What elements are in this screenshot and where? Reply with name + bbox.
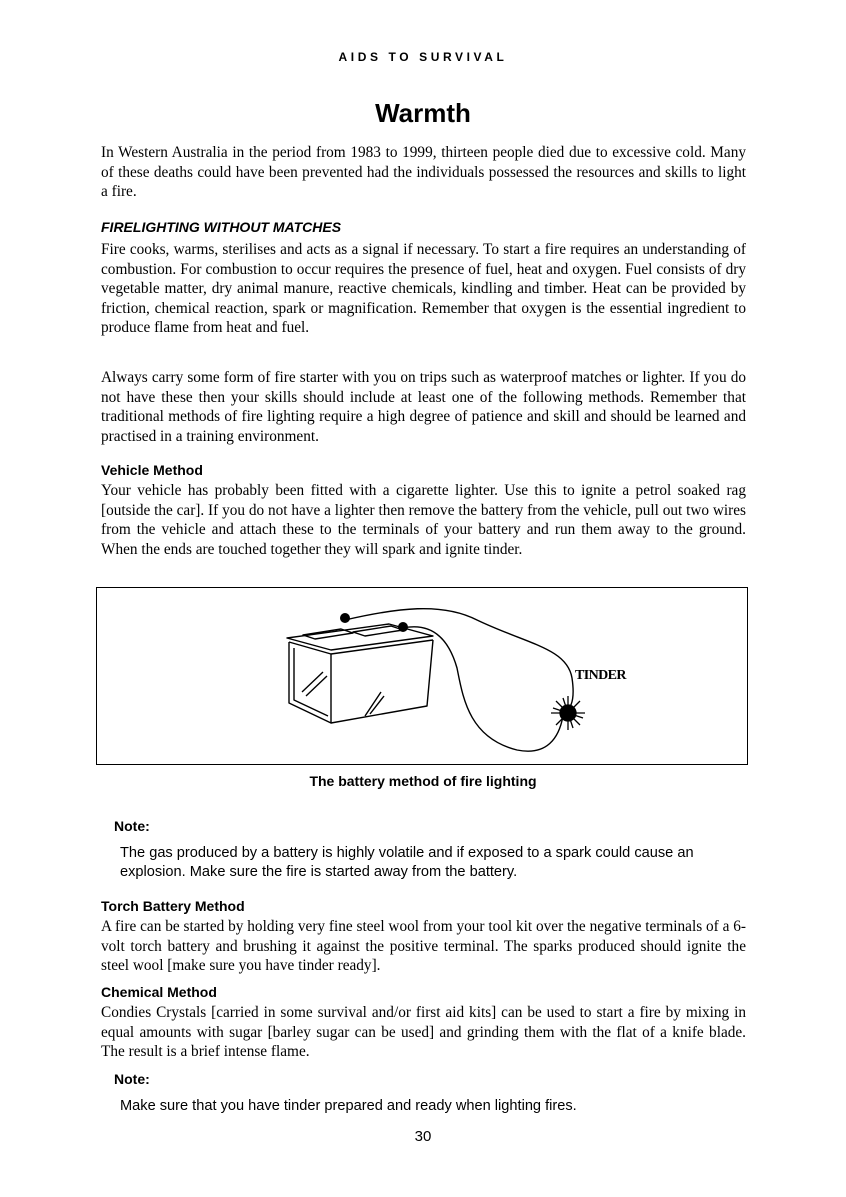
torch-battery-method-paragraph: A fire can be started by holding very fine steel wool from your tool kit over the negative terminals of a 6-volt torch battery and brushing it against the positive terminal. The sparks produced should ignite the steel wool [make sure you have tinder ready].	[101, 918, 746, 975]
torch-battery-method-heading: Torch Battery Method	[101, 898, 245, 914]
tinder-ready-note: Make sure that you have tinder prepared and ready when lighting fires.	[120, 1098, 577, 1114]
battery-gas-note: The gas produced by a battery is highly volatile and if exposed to a spark could cause an explosion. Make sure the fire is started away from the battery.	[120, 845, 694, 880]
note-label: Note:	[114, 1071, 150, 1087]
intro-paragraph: In Western Australia in the period from 1983 to 1999, thirteen people died due to excessive cold. Many of these deaths could have been prevented had the individuals possessed the resources and skills to light a fire.	[101, 144, 746, 201]
spark-icon	[551, 696, 585, 730]
battery-front	[289, 642, 331, 723]
page-number: 30	[414, 1128, 432, 1145]
page-title: Warmth	[375, 98, 471, 128]
vehicle-method-paragraph: Your vehicle has probably been fitted with a cigarette lighter. Use this to ignite a petrol soaked rag [outside the car]. If you do not have a lighter then remove the battery from the vehicle, pull out two wires from the vehicle and attach these to the terminals of your battery and run them away to the ground. When the ends are touched together they will spark and ignite tinder.	[101, 482, 746, 558]
vehicle-method-heading: Vehicle Method	[101, 462, 203, 478]
firelighting-heading: FIRELIGHTING WITHOUT MATCHES	[101, 219, 342, 235]
chemical-method-heading: Chemical Method	[101, 984, 217, 1000]
positive-terminal	[398, 622, 408, 632]
negative-terminal	[340, 613, 350, 623]
battery-figure	[96, 587, 748, 765]
fire-starter-paragraph: Always carry some form of fire starter with you on trips such as waterproof matches or lighter. If you do not have these then your skills should include at least one of the following methods. Remember that traditional methods of fire lighting require a high degree of patience and skill and should be learned and practised in a training environment.	[101, 369, 746, 445]
running-head: AIDS TO SURVIVAL	[338, 50, 508, 64]
tinder-label: TINDER	[575, 668, 626, 683]
chemical-method-paragraph: Condies Crystals [carried in some survival and/or first aid kits] can be used to start a fire by mixing in equal amounts with sugar [barley sugar can be used] and grinding them with the flat of a knife blade. The result is a brief intense flame.	[101, 1004, 746, 1061]
figure-caption: The battery method of fire lighting	[309, 773, 537, 789]
combustion-paragraph: Fire cooks, warms, sterilises and acts as a signal if necessary. To start a fire requires an understanding of combustion. For combustion to occur requires the presence of fuel, heat and oxygen. Fuel consists of dry vegetable matter, dry animal manure, reactive chemicals, kindling and timber. Heat can be provided by friction, chemical reaction, spark or magnification. Remember that oxygen is the essential ingredient to produce flame from heat and fuel.	[101, 241, 746, 337]
battery-illustration	[97, 588, 749, 766]
wire-negative	[345, 609, 573, 712]
note-label: Note:	[114, 818, 150, 834]
